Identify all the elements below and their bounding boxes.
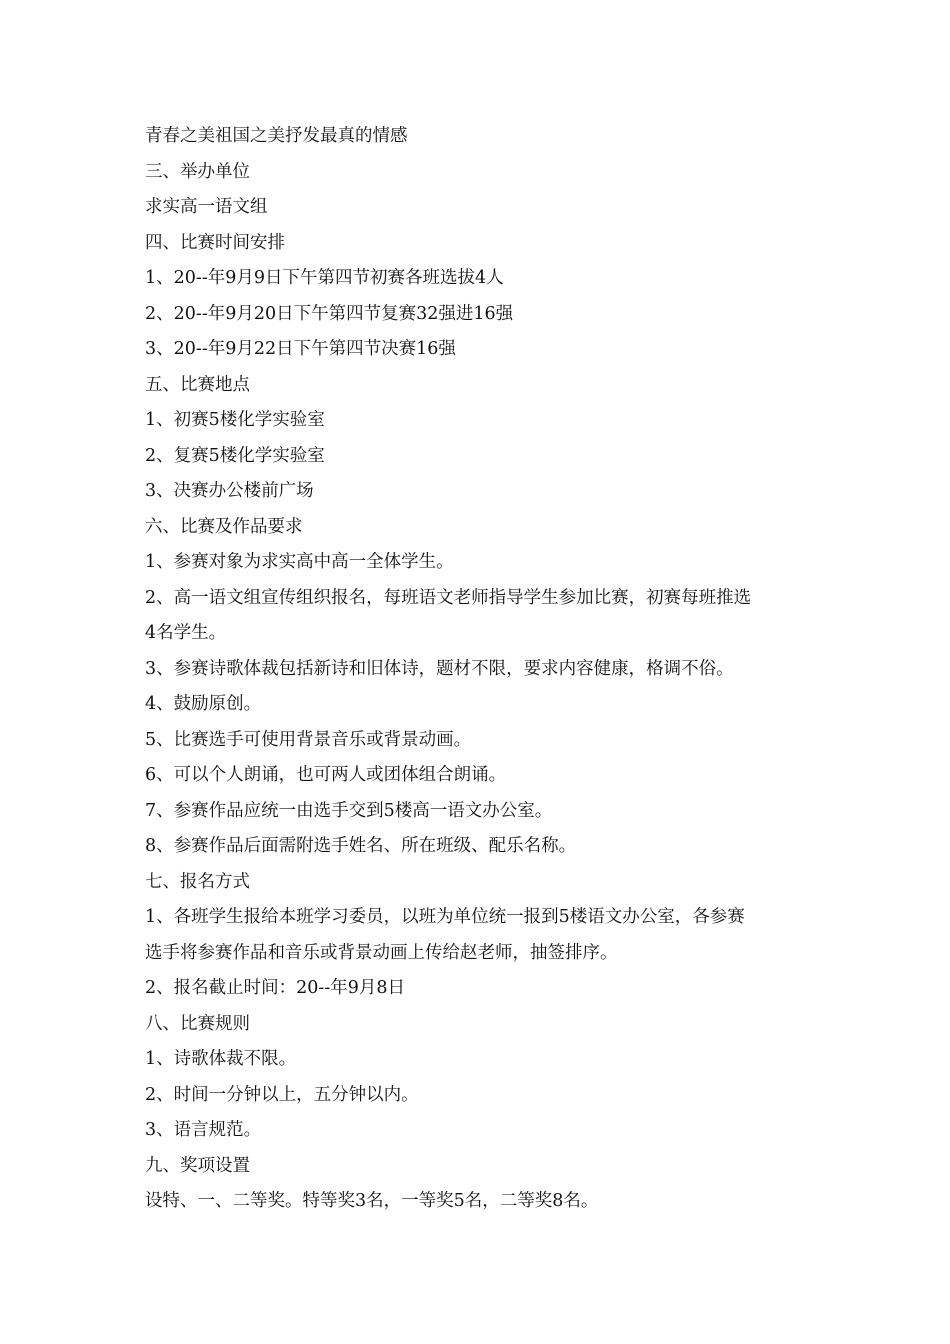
section-heading: 九、奖项设置 (145, 1155, 250, 1176)
text-line: 青春之美祖国之美抒发最真的情感 (145, 126, 408, 146)
list-item: 2、报名截止时间：20--年9月8日 (145, 978, 405, 998)
section-heading: 六、比赛及作品要求 (145, 516, 303, 537)
list-item: 6、可以个人朗诵，也可两人或团体组合朗诵。 (145, 765, 507, 785)
section-heading: 八、比赛规则 (145, 1013, 250, 1034)
list-item: 3、参赛诗歌体裁包括新诗和旧体诗，题材不限，要求内容健康，格调不俗。 (145, 658, 734, 679)
section-heading: 三、举办单位 (145, 161, 250, 182)
list-item: 5、比赛选手可使用背景音乐或背景动画。 (145, 729, 472, 750)
list-item: 1、参赛对象为求实高中高一全体学生。 (145, 552, 454, 572)
list-item: 3、语言规范。 (145, 1120, 262, 1140)
list-item: 3、20--年9月22日下午第四节决赛16强 (145, 339, 456, 359)
list-item: 2、20--年9月20日下午第四节复赛32强进16强 (145, 303, 514, 324)
list-item: 2、复赛5楼化学实验室 (145, 445, 325, 466)
list-item: 1、20--年9月9日下午第四节初赛各班选拔4人 (145, 268, 504, 288)
list-item: 1、初赛5楼化学实验室 (145, 410, 325, 430)
list-item-continuation: 选手将参赛作品和音乐或背景动画上传给赵老师，抽签排序。 (145, 942, 618, 963)
list-item: 2、高一语文组宣传组织报名，每班语文老师指导学生参加比赛，初赛每班推选 (145, 587, 752, 608)
list-item: 3、决赛办公楼前广场 (145, 481, 314, 501)
list-item-continuation: 4名学生。 (145, 623, 227, 643)
text-line: 求实高一语文组 (145, 197, 268, 217)
list-item: 4、鼓励原创。 (145, 694, 262, 714)
list-item: 1、各班学生报给本班学习委员，以班为单位统一报到5楼语文办公室，各参赛 (145, 907, 745, 927)
list-item: 1、诗歌体裁不限。 (145, 1049, 297, 1069)
section-heading: 七、报名方式 (145, 871, 250, 892)
document-body (145, 119, 815, 1220)
section-heading: 五、比赛地点 (145, 374, 250, 395)
section-heading: 四、比赛时间安排 (145, 232, 285, 253)
list-item: 2、时间一分钟以上，五分钟以内。 (145, 1084, 419, 1105)
list-item: 7、参赛作品应统一由选手交到5楼高一语文办公室。 (145, 800, 553, 821)
text-line: 设特、一、二等奖。特等奖3名，一等奖5名，二等奖8名。 (145, 1191, 599, 1211)
list-item: 8、参赛作品后面需附选手姓名、所在班级、配乐名称。 (145, 836, 577, 856)
